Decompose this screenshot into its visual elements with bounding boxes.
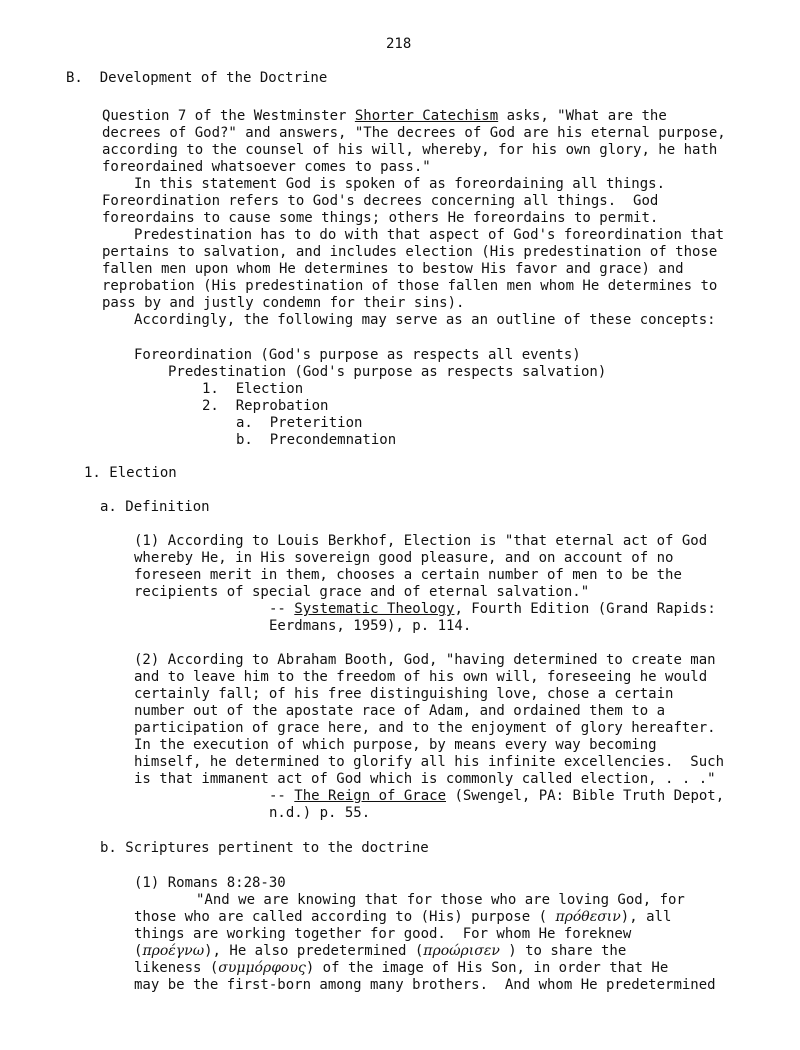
intro-line: foreordained whatsoever comes to pass." bbox=[102, 159, 431, 175]
outline-reprobation: 2. Reprobation bbox=[202, 398, 329, 414]
section-heading: B. Development of the Doctrine bbox=[66, 70, 328, 86]
intro-line bbox=[102, 108, 667, 125]
romans-line: may be the first-born among many brothers. And whom He predetermined bbox=[134, 977, 716, 993]
outline-predestination: Predestination (God's purpose as respects salvation) bbox=[168, 364, 607, 380]
quote2-line: and to leave him to the freedom of his own will, foreseeing he would bbox=[134, 669, 708, 685]
quote1-citation bbox=[269, 601, 716, 618]
intro-line: foreordains to cause some things; others He foreordains to permit. bbox=[102, 210, 659, 226]
romans-line: things are working together for good. For whom He foreknew bbox=[134, 926, 632, 942]
definition-heading: a. Definition bbox=[100, 499, 210, 515]
outline-preterition: a. Preterition bbox=[236, 415, 363, 431]
romans-text: ), He also predetermined ( bbox=[204, 943, 424, 959]
romans-reference: (1) Romans 8:28-30 bbox=[134, 875, 286, 891]
romans-text: ) of the image of His Son, in order that He bbox=[305, 960, 669, 976]
citation-dash: -- bbox=[269, 601, 295, 617]
intro-text: asks, "What are the bbox=[498, 108, 667, 124]
greek-word: συμμόρφους bbox=[218, 960, 306, 976]
intro-text: Question 7 of the Westminster bbox=[102, 108, 355, 124]
quote2-line: himself, he determined to glorify all his infinite excellencies. Such bbox=[134, 754, 725, 770]
quote2-line: number out of the apostate race of Adam, and ordained them to a bbox=[134, 703, 666, 719]
intro-line: pertains to salvation, and includes election (His predestination of those bbox=[102, 244, 718, 260]
quote2-citation-line2: n.d.) p. 55. bbox=[269, 805, 371, 821]
quote2-line: is that immanent act of God which is commonly called election, . . ." bbox=[134, 771, 716, 787]
quote2-line: certainly fall; of his free distinguishing love, chose a certain bbox=[134, 686, 674, 702]
quote1-line: (1) According to Louis Berkhof, Election is "that eternal act of God bbox=[134, 533, 708, 549]
quote2-line: participation of grace here, and to the enjoyment of glory hereafter. bbox=[134, 720, 716, 736]
citation-text: , Fourth Edition (Grand Rapids: bbox=[454, 601, 716, 617]
intro-line: according to the counsel of his will, whereby, for his own glory, he hath bbox=[102, 142, 718, 158]
intro-line: Accordingly, the following may serve as an outline of these concepts: bbox=[134, 312, 716, 328]
romans-line bbox=[134, 960, 668, 977]
outline-election: 1. Election bbox=[202, 381, 304, 397]
book-title-reign-of-grace: The Reign of Grace bbox=[294, 788, 447, 804]
page-number: 218 bbox=[386, 36, 412, 52]
book-title-shorter-catechism: Shorter Catechism bbox=[354, 108, 499, 124]
quote2-line: (2) According to Abraham Booth, God, "having determined to create man bbox=[134, 652, 716, 668]
quote1-line: recipients of special grace and of eternal salvation." bbox=[134, 584, 590, 600]
intro-line: Foreordination refers to God's decrees concerning all things. God bbox=[102, 193, 659, 209]
intro-line: Predestination has to do with that aspect of God's foreordination that bbox=[134, 227, 725, 243]
scriptures-heading: b. Scriptures pertinent to the doctrine bbox=[100, 840, 429, 856]
intro-line: fallen men upon whom He determines to bestow His favor and grace) and bbox=[102, 261, 684, 277]
romans-text: ( bbox=[134, 943, 143, 959]
intro-line: In this statement God is spoken of as foreordaining all things. bbox=[134, 176, 666, 192]
greek-word: προώρισεν bbox=[423, 943, 500, 959]
romans-line bbox=[134, 943, 626, 960]
intro-line: decrees of God?" and answers, "The decrees of God are his eternal purpose, bbox=[102, 125, 726, 141]
romans-line bbox=[134, 909, 671, 926]
quote1-line: foreseen merit in them, chooses a certain number of men to be the bbox=[134, 567, 682, 583]
outline-precondemnation: b. Precondemnation bbox=[236, 432, 397, 448]
intro-line: pass by and justly condemn for their sins). bbox=[102, 295, 465, 311]
outline-foreordination: Foreordination (God's purpose as respects all events) bbox=[134, 347, 581, 363]
romans-text: ), all bbox=[620, 909, 672, 925]
intro-line: reprobation (His predestination of those fallen men whom He determines to bbox=[102, 278, 718, 294]
citation-text: (Swengel, PA: Bible Truth Depot, bbox=[446, 788, 725, 804]
election-heading: 1. Election bbox=[84, 465, 177, 481]
citation-dash: -- bbox=[269, 788, 295, 804]
quote1-line: whereby He, in His sovereign good pleasure, and on account of no bbox=[134, 550, 674, 566]
romans-text: those who are called according to (His) purpose ( bbox=[134, 909, 556, 925]
romans-line: "And we are knowing that for those who are loving God, for bbox=[196, 892, 685, 908]
quote2-citation bbox=[269, 788, 724, 805]
romans-text: ) to share the bbox=[499, 943, 627, 959]
romans-text: likeness ( bbox=[134, 960, 219, 976]
greek-word: πρόθεσιν bbox=[555, 909, 621, 925]
greek-word: προέγνω bbox=[142, 943, 205, 959]
book-title-systematic-theology: Systematic Theology bbox=[294, 601, 455, 617]
quote1-citation-line2: Eerdmans, 1959), p. 114. bbox=[269, 618, 472, 634]
quote2-line: In the execution of which purpose, by means every way becoming bbox=[134, 737, 657, 753]
